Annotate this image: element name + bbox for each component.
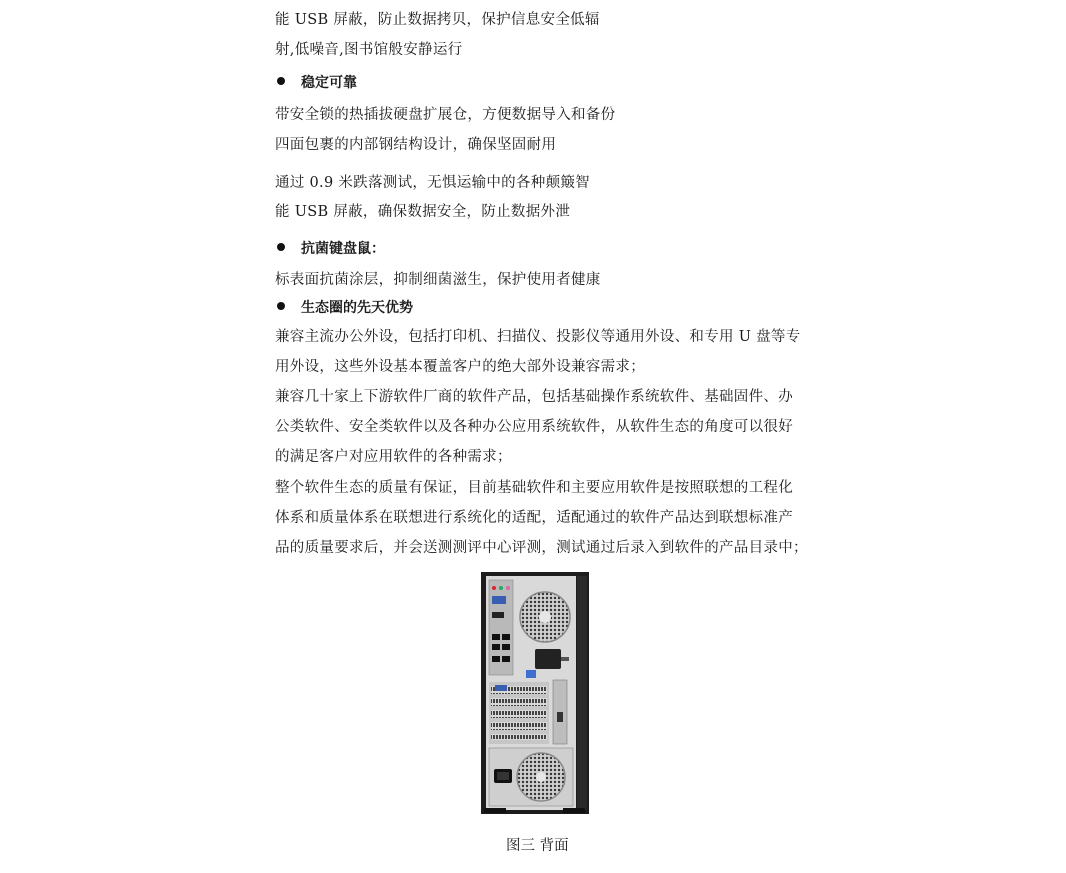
body-line: 公类软件、安全类软件以及各种办公应用系统软件，从软件生态的角度可以很好 (275, 419, 793, 435)
body-line: 四面包裹的内部钢结构设计，确保坚固耐用 (275, 137, 557, 153)
heading-text: 稳定可靠 (301, 75, 357, 91)
section-heading (277, 239, 385, 259)
section-heading (277, 298, 413, 318)
body-line: 带安全锁的热插拔硬盘扩展仓，方便数据导入和备份 (275, 107, 616, 123)
body-line: 用外设，这些外设基本覆盖客户的绝大部外设兼容需求； (275, 359, 645, 375)
figure-caption: 图三 背面 (506, 838, 569, 854)
body-line: 兼容主流办公外设，包括打印机、扫描仪、投影仪等通用外设、和专用 U 盘等专 (275, 329, 801, 345)
body-line: 品的质量要求后，并会送测测评中心评测，测试通过后录入到软件的产品目录中； (275, 540, 808, 556)
body-line: 兼容几十家上下游软件厂商的软件产品，包括基础操作系统软件、基础固件、办 (275, 389, 793, 405)
body-line: 能 USB 屏蔽，确保数据安全，防止数据外泄 (275, 204, 571, 220)
body-line: 通过 0.9 米跌落测试，无惧运输中的各种颠簸智 (275, 175, 590, 191)
desktop-tower-rear-icon (481, 572, 589, 814)
body-line: 能 USB 屏蔽，防止数据拷贝，保护信息安全低辐 (275, 12, 600, 28)
heading-text: 生态圈的先天优势 (301, 300, 413, 316)
body-line: 的满足客户对应用软件的各种需求； (275, 449, 512, 465)
bullet-icon (277, 302, 285, 310)
heading-text: 抗菌键盘鼠： (301, 241, 385, 257)
bullet-icon (277, 243, 285, 251)
body-line: 标表面抗菌涂层，抑制细菌滋生，保护使用者健康 (275, 272, 601, 288)
body-line: 射,低噪音,图书馆般安静运行 (275, 42, 463, 58)
bullet-icon (277, 77, 285, 85)
body-line: 体系和质量体系在联想进行系统化的适配，适配通过的软件产品达到联想标准产 (275, 510, 793, 526)
section-heading (277, 73, 357, 93)
body-line: 整个软件生态的质量有保证，目前基础软件和主要应用软件是按照联想的工程化 (275, 480, 793, 496)
